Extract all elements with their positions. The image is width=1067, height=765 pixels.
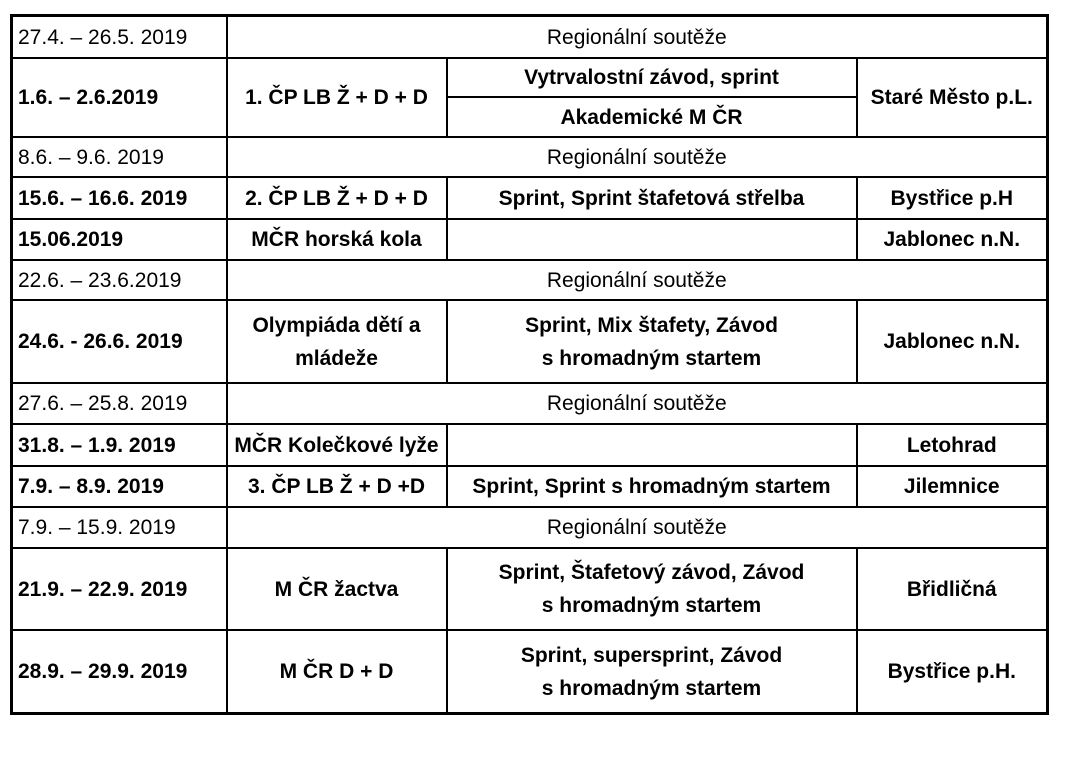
event-cell: 3. ČP LB Ž + D +D xyxy=(227,466,447,507)
discipline-cell: Sprint, Sprint s hromadným startem xyxy=(447,466,857,507)
event-line: mládeže xyxy=(295,346,378,370)
table-row xyxy=(12,260,1048,300)
event-cell: MČR Kolečkové lyže xyxy=(227,424,447,466)
discipline-line: Sprint, Mix štafety, Závod xyxy=(525,313,778,337)
race-schedule-table xyxy=(10,14,1049,715)
discipline-cell: Akademické M ČR xyxy=(447,97,857,137)
discipline-cell xyxy=(447,630,857,714)
table-row xyxy=(12,177,1048,219)
table-row xyxy=(12,300,1048,383)
date-cell: 8.6. – 9.6. 2019 xyxy=(12,137,227,177)
date-cell: 21.9. – 22.9. 2019 xyxy=(12,548,227,630)
table-row xyxy=(12,58,1048,97)
table-row xyxy=(12,137,1048,177)
event-cell: M ČR žactva xyxy=(227,548,447,630)
date-cell: 24.6. - 26.6. 2019 xyxy=(12,300,227,383)
discipline-cell xyxy=(447,424,857,466)
place-cell: Břidličná xyxy=(857,548,1048,630)
table-row xyxy=(12,630,1048,714)
regional-cell: Regionální soutěže xyxy=(227,16,1048,59)
table-row xyxy=(12,548,1048,630)
discipline-cell xyxy=(447,219,857,260)
table-row xyxy=(12,383,1048,424)
regional-cell: Regionální soutěže xyxy=(227,507,1048,548)
discipline-line: Sprint, Štafetový závod, Závod xyxy=(498,561,805,584)
date-cell: 27.4. – 26.5. 2019 xyxy=(12,16,227,59)
table-row xyxy=(12,424,1048,466)
date-cell: 7.9. – 15.9. 2019 xyxy=(12,507,227,548)
place-cell: Jilemnice xyxy=(857,466,1048,507)
date-cell: 28.9. – 29.9. 2019 xyxy=(12,630,227,714)
regional-cell: Regionální soutěže xyxy=(227,383,1048,424)
place-cell: Jablonec n.N. xyxy=(857,300,1048,383)
date-cell: 22.6. – 23.6.2019 xyxy=(12,260,227,300)
place-cell: Jablonec n.N. xyxy=(857,219,1048,260)
table-row xyxy=(12,219,1048,260)
date-cell: 31.8. – 1.9. 2019 xyxy=(12,424,227,466)
table-row xyxy=(12,507,1048,548)
discipline-line: s hromadným startem xyxy=(541,676,762,700)
event-line: Olympiáda dětí a xyxy=(252,313,421,337)
event-cell: M ČR D + D xyxy=(227,630,447,714)
place-cell: Bystřice p.H. xyxy=(857,630,1048,714)
discipline-cell xyxy=(447,300,857,383)
place-cell: Bystřice p.H xyxy=(857,177,1048,219)
discipline-cell: Vytrvalostní závod, sprint xyxy=(447,58,857,97)
date-cell: 15.06.2019 xyxy=(12,219,227,260)
place-cell: Letohrad xyxy=(857,424,1048,466)
discipline-line: s hromadným startem xyxy=(541,594,762,617)
date-cell: 15.6. – 16.6. 2019 xyxy=(12,177,227,219)
event-cell: MČR horská kola xyxy=(227,219,447,260)
regional-cell: Regionální soutěže xyxy=(227,137,1048,177)
table-row xyxy=(12,466,1048,507)
discipline-cell: Sprint, Sprint štafetová střelba xyxy=(447,177,857,219)
discipline-line: Sprint, supersprint, Závod xyxy=(520,643,783,667)
date-cell: 1.6. – 2.6.2019 xyxy=(12,58,227,137)
discipline-line: s hromadným startem xyxy=(541,346,762,370)
date-cell: 27.6. – 25.8. 2019 xyxy=(12,383,227,424)
discipline-cell xyxy=(447,548,857,630)
date-cell: 7.9. – 8.9. 2019 xyxy=(12,466,227,507)
table-row xyxy=(12,16,1048,59)
regional-cell: Regionální soutěže xyxy=(227,260,1048,300)
event-cell xyxy=(227,300,447,383)
event-cell: 1. ČP LB Ž + D + D xyxy=(227,58,447,137)
event-cell: 2. ČP LB Ž + D + D xyxy=(227,177,447,219)
place-cell: Staré Město p.L. xyxy=(857,58,1048,137)
